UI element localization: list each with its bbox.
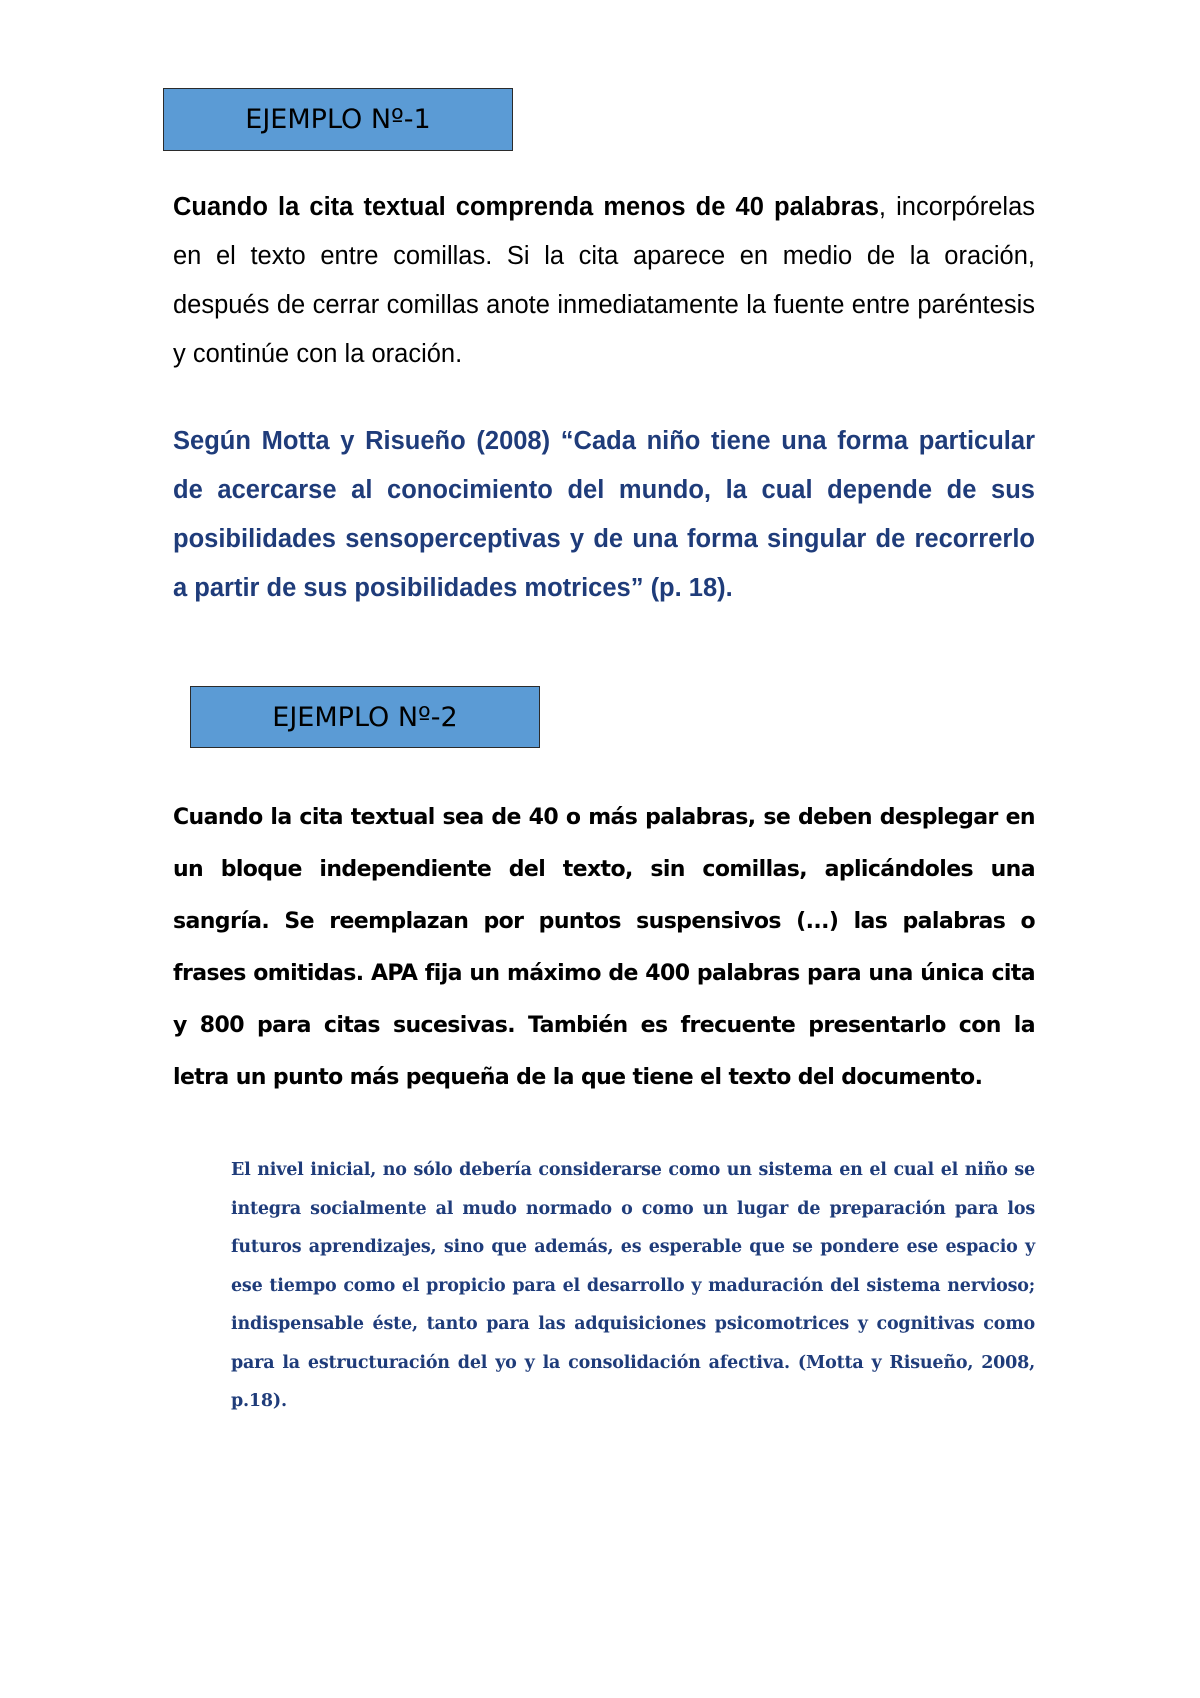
example-1-paragraph-rest: , incorpórelas en el texto entre comillas. Si la cita aparece en medio de la oración, después de cerrar comillas anote inmediatamente la fuente entre paréntesis y continúe con la oración.	[173, 193, 1035, 368]
example-1-label-box	[163, 88, 513, 151]
example-1-paragraph	[173, 183, 1035, 379]
example-2-paragraph: Cuando la cita textual sea de 40 o más palabras, se deben desplegar en un bloque independiente del texto, sin comillas, aplicándoles una sangría. Se reemplazan por puntos suspensivos (...) las palabras o frases omitidas. APA fija un máximo de 400 palabras para una única cita y 800 para citas sucesivas. También es frecuente presentarlo con la letra un punto más pequeña de la que tiene el texto del documento.	[173, 805, 1035, 1090]
example-1-quote: Según Motta y Risueño (2008) “Cada niño tiene una forma particular de acercarse al conocimiento del mundo, la cual depende de sus posibilidades sensoperceptivas y de una forma singular de recorrerlo a partir de sus posibilidades motrices” (p. 18).	[173, 427, 1035, 602]
example-1-paragraph-lead: Cuando la cita textual comprenda menos de 40 palabras	[173, 193, 879, 221]
example-2-block-quote: El nivel inicial, no sólo debería considerarse como un sistema en el cual el niño se integra socialmente al mudo normado o como un lugar de preparación para los futuros aprendizajes, sino que además, es esperable que se pondere ese espacio y ese tiempo como el propicio para el desarrollo y maduración del sistema nervioso; indispensable éste, tanto para las adquisiciones psicomotrices y cognitivas como para la estructuración del yo y la consolidación afectiva. (Motta y Risueño, 2008, p.18).	[231, 1160, 1035, 1411]
example-2-label-box	[190, 686, 540, 748]
example-2-label: EJEMPLO Nº-2	[272, 701, 458, 733]
example-1-label: EJEMPLO Nº-1	[245, 104, 431, 135]
